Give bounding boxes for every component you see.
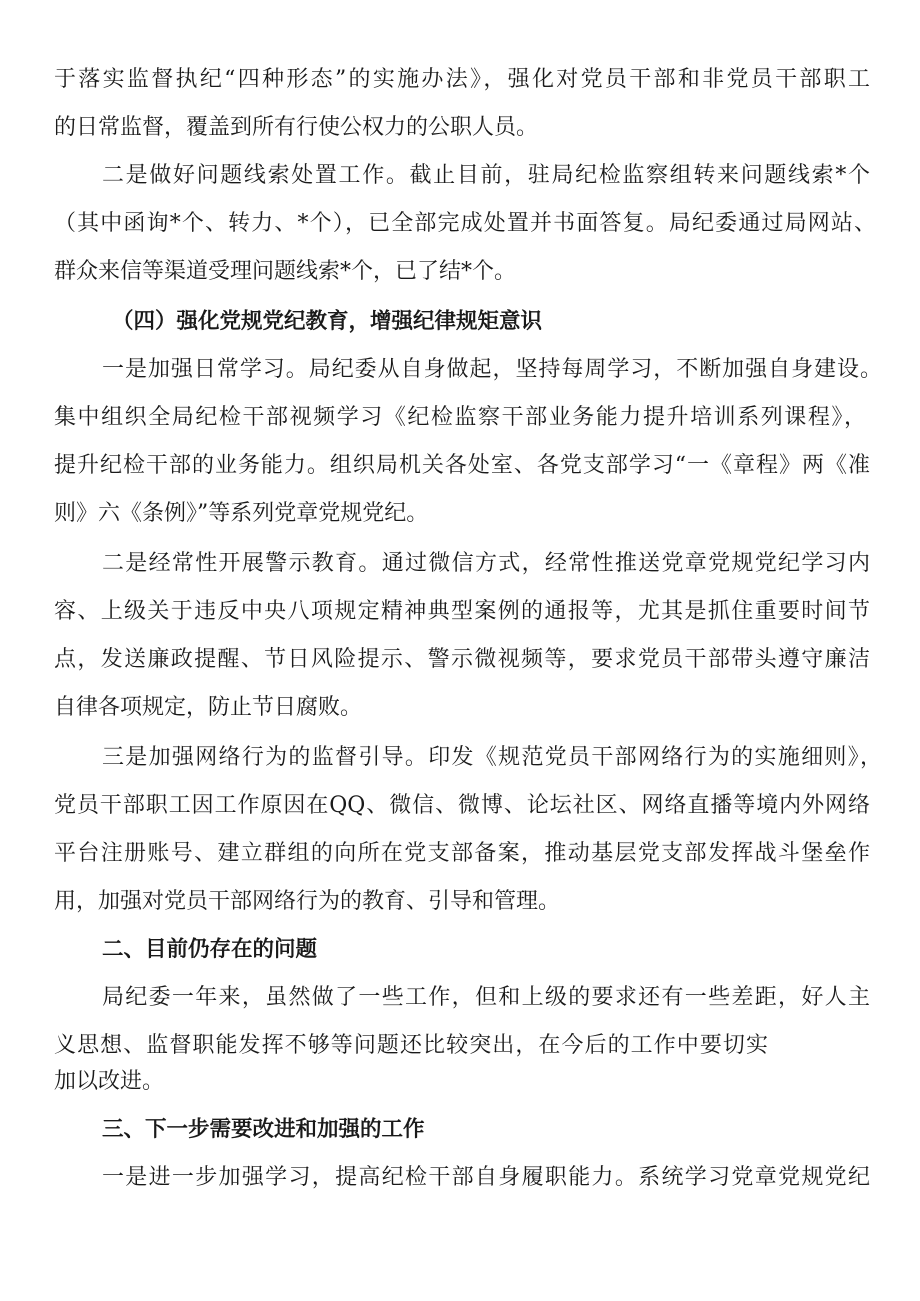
body-line: 义思想、监督职能发挥不够等问题还比较突出，在今后的工作中要切实 [54, 1033, 768, 1058]
body-line: 党员干部职工因工作原因在QQ、微信、微博、论坛社区、网络直播等境内外网络 [54, 793, 870, 818]
body-line: 二是做好问题线索处置工作。截止目前，驻局纪检监察组转来问题线索*个 [102, 163, 870, 188]
body-line: 容、上级关于违反中央八项规定精神典型案例的通报等，尤其是抓住重要时间节 [54, 599, 870, 624]
body-line: 一是加强日常学习。局纪委从自身做起，坚持每周学习，不断加强自身建设。 [102, 357, 882, 382]
body-line: 三是加强网络行为的监督引导。印发《规范党员干部网络行为的实施细则》， [102, 745, 882, 770]
body-line: 加以改进。 [54, 1069, 165, 1094]
body-line: 一是进一步加强学习，提高纪检干部自身履职能力。系统学习党章党规党纪 [102, 1165, 870, 1190]
body-line: 用，加强对党员干部网络行为的教育、引导和管理。 [54, 889, 561, 914]
section-heading: （四）强化党规党纪教育，增强纪律规矩意识 [112, 309, 543, 334]
body-line: 于落实监督执纪“四种形态”的实施办法》，强化对党员干部和非党员干部职工 [54, 67, 870, 92]
body-line: 平台注册账号、建立群组的向所在党支部备案，推动基层党支部发挥战斗堡垒作 [54, 841, 870, 866]
body-line: 集中组织全局纪检干部视频学习《纪检监察干部业务能力提升培训系列课程》， [54, 405, 866, 430]
body-line: 提升纪检干部的业务能力。组织局机关各处室、各党支部学习“一《章程》两《准 [54, 453, 870, 478]
body-line: 点，发送廉政提醒、节日风险提示、警示微视频等，要求党员干部带头遵守廉洁 [54, 647, 870, 672]
body-line: 局纪委一年来，虽然做了一些工作，但和上级的要求还有一些差距，好人主 [102, 985, 870, 1010]
body-line: 自律各项规定，防止节日腐败。 [54, 695, 363, 720]
body-line: 群众来信等渠道受理问题线索*个，已了结*个。 [54, 259, 517, 284]
body-line: （其中函询*个、转力、*个），已全部完成处置并书面答复。局纪委通过局网站、 [54, 211, 876, 236]
section-heading: 二、目前仍存在的问题 [102, 937, 318, 962]
body-line: 则》六《条例》”等系列党章党规党纪。 [54, 501, 429, 526]
body-line: 的日常监督，覆盖到所有行使公权力的公职人员。 [54, 115, 539, 140]
body-line: 二是经常性开展警示教育。通过微信方式，经常性推送党章党规党纪学习内 [102, 551, 870, 576]
section-heading: 三、下一步需要改进和加强的工作 [102, 1117, 425, 1142]
